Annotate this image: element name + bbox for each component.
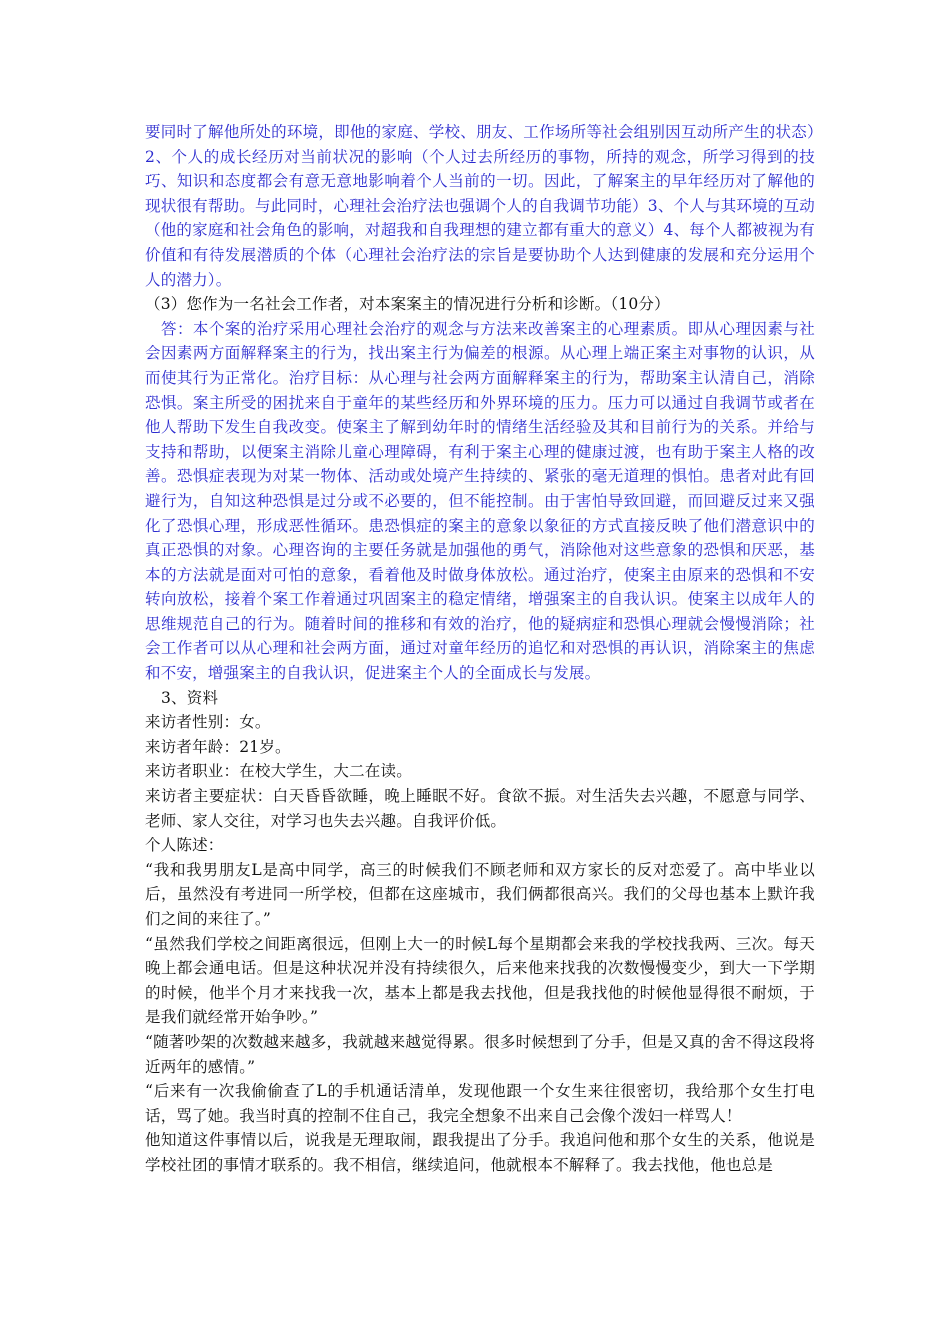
statement-quote-2: “虽然我们学校之间距离很远，但刚上大一的时候L每个星期都会来我的学校找我两、三次。每天晚上都会通电话。但是这种状况并没有持续很久，后来他来找我的次数慢慢变少，到大一下学期的时候，他半个月才来找我一次，基本上都是我去找他，但是我找他的时候他显得很不耐烦，于是我们就经常开始争吵。”	[145, 934, 815, 1027]
answer2-continuation: 要同时了解他所处的环境，即他的家庭、学校、朋友、工作场所等社会组别因互动所产生的状态）2、个人的成长经历对当前状况的影响（个人过去所经历的事物，所持的观念，所学习得到的技巧、知识和态度都会有意无意地影响着个人当前的一切。因此，了解案主的早年经历对了解他的现状很有帮助。与此同时，心理社会治疗法也强调个人的自我调节功能）3、个人与其环境的互动（他的家庭和社会角色的影响，对超我和自我理想的建立都有重大的意义）4、每个人都被视为有价值和有待发展潜质的个体（心理社会治疗法的宗旨是要协助个人达到健康的发展和充分运用个人的潜力）。	[145, 123, 815, 289]
statement-quote-3: “随著吵架的次数越来越多，我就越来越觉得累。很多时候想到了分手，但是又真的舍不得这段将近两年的感情。”	[145, 1032, 815, 1076]
personal-statement-label: 个人陈述：	[145, 836, 224, 855]
visitor-occupation: 来访者职业：在校大学生，大二在读。	[145, 762, 412, 781]
visitor-age: 来访者年龄：21岁。	[145, 737, 291, 756]
section-3-title: 3、资料	[161, 688, 219, 707]
statement-quote-4b: 他知道这件事情以后，说我是无理取闹，跟我提出了分手。我追问他和那个女生的关系，他说是学校社团的事情才联系的。我不相信，继续追问，他就根本不解释了。我去找他，他也总是	[145, 1131, 815, 1174]
document-page	[145, 120, 815, 1178]
statement-quote-4a: “后来有一次我偷偷查了L的手机通话清单，发现他跟一个女生来往很密切，我给那个女生打电话，骂了她。我当时真的控制不住自己，我完全想象不出来自己会像个泼妇一样骂人！	[145, 1082, 815, 1125]
visitor-gender: 来访者性别：女。	[145, 713, 271, 732]
statement-quote-1: “我和我男朋友L是高中同学，高三的时候我们不顾老师和双方家长的反对恋爱了。高中毕业以后，虽然没有考进同一所学校，但都在这座城市，我们俩都很高兴。我们的父母也基本上默许我们之间的来往了。”	[145, 860, 815, 928]
visitor-symptoms: 来访者主要症状：白天昏昏欲睡，晚上睡眠不好。食欲不振。对生活失去兴趣，不愿意与同学、老师、家人交往，对学习也失去兴趣。自我评价低。	[145, 787, 815, 830]
question-3: （3）您作为一名社会工作者，对本案案主的情况进行分析和诊断。（10分）	[145, 295, 670, 314]
answer-3: 答：本个案的治疗采用心理社会治疗的观念与方法来改善案主的心理素质。即从心理因素与社会因素两方面解释案主的行为，找出案主行为偏差的根源。从心理上端正案主对事物的认识，从而使其行为正常化。治疗目标：从心理与社会两方面解释案主的行为，帮助案主认清自己，消除恐惧。案主所受的困扰来自于童年的某些经历和外界环境的压力。压力可以通过自我调节或者在他人帮助下发生自我改变。使案主了解到幼年时的情绪生活经验及其和目前行为的关系。并给与支持和帮助，以便案主消除儿童心理障碍，有利于案主心理的健康过渡，也有助于案主人格的改善。恐惧症表现为对某一物体、活动或处境产生持续的、紧张的毫无道理的惧怕。患者对此有回避行为，自知这种恐惧是过分或不必要的，但不能控制。由于害怕导致回避，而回避反过来又强化了恐惧心理，形成恶性循环。患恐惧症的案主的意象以象征的方式直接反映了他们潜意识中的真正恐惧的对象。心理咨询的主要任务就是加强他的勇气，消除他对这些意象的恐惧和厌恶，基本的方法就是面对可怕的意象，看着他及时做身体放松。通过治疗，使案主由原来的恐惧和不安转向放松，接着个案工作着通过巩固案主的稳定情绪，增强案主的自我认识。使案主以成年人的思维规范自己的行为。随着时间的推移和有效的治疗，他的疑病症和恐惧心理就会慢慢消除；社会工作者可以从心理和社会两方面，通过对童年经历的追忆和对恐惧的再认识，消除案主的焦虑和不安，增强案主的自我认识，促进案主个人的全面成长与发展。	[145, 319, 815, 683]
